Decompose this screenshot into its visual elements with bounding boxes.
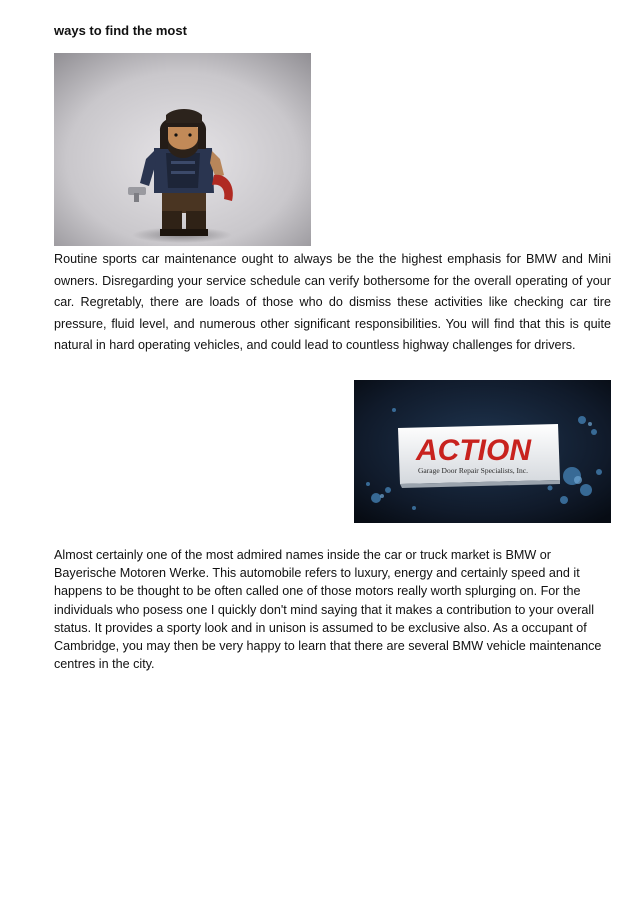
logo-brand-text: ACTION xyxy=(416,434,531,467)
page-title: ways to find the most xyxy=(54,23,187,38)
logo-tagline-text: Garage Door Repair Specialists, Inc. xyxy=(418,466,528,475)
paragraph-bmw: Almost certainly one of the most admired names inside the car or truck market is BMW or Bayerische Motoren Werke. This automobile refers to luxury, energy and certainly speed and it happens to be thought to be often called one of those motors really worth splurging on. For the individuals who posess one I quickly don't mind saying that it makes a contribution to your overall status. It provides a sporty look and in unison is assumed to be exclusive also. As a occupant of Cambridge, you may then be very happy to learn that there are several BMW vehicle maintenance centres in the city. xyxy=(54,548,602,672)
paragraph-maintenance: Routine sports car maintenance ought to always be the the highest emphasis for BMW and Mini owners. Disregarding your service schedule can verify bothersome for the overall operating of your car. Regretably, there are loads of those who do dismiss these activities like checking car tire pressure, fluid level, and numerous other significant responsibilities. You will find that this is quite natural in hard operating vehicles, and could lead to countless highway challenges for drivers. xyxy=(54,252,611,353)
action-garage-door-logo xyxy=(354,380,611,523)
lego-figure-photo xyxy=(54,53,311,246)
